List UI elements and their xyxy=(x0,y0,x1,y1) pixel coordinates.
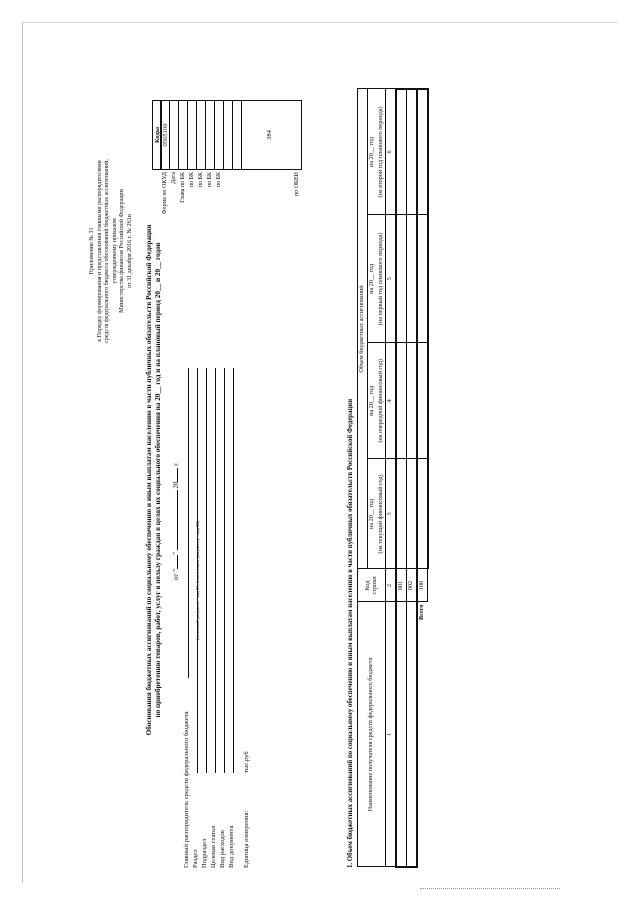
col-header-name: Наименование получателя средств федерального бюджета xyxy=(358,602,386,867)
total-value[interactable] xyxy=(417,343,428,459)
total-code: 100 xyxy=(417,569,428,602)
code-value xyxy=(233,100,242,170)
code-value: 384 xyxy=(242,100,302,170)
document-code-hint: (основной документ - код 01, изменения к документу - код 02) xyxy=(195,520,200,640)
code-value xyxy=(188,100,197,170)
col-header-group: Объем бюджетных ассигнований xyxy=(358,89,368,569)
code-value xyxy=(215,100,224,170)
code-row-empty-1 xyxy=(224,100,233,340)
unit-value: тыс.руб xyxy=(242,751,250,773)
col-num: 6 xyxy=(386,89,396,215)
table-row xyxy=(407,89,417,867)
cell-code: 001 xyxy=(396,569,406,602)
date-prefix: от " xyxy=(172,568,180,580)
appendix-line: утвержденному приказом xyxy=(111,218,118,284)
date-year: 20 xyxy=(172,481,180,489)
cell-name[interactable] xyxy=(407,602,417,867)
code-value: 0505100 xyxy=(161,100,170,170)
code-row-bk-2: по БК xyxy=(197,100,206,340)
field-line xyxy=(206,368,207,773)
date-mid: " xyxy=(172,552,180,555)
cell-name[interactable] xyxy=(396,602,406,867)
title-line-1: Обоснования бюджетных ассигнований по социальному обеспечению и иным выплатам населению в части публичных обязательств Российской Федерации xyxy=(145,224,153,736)
code-row-chapter: Глава по БК xyxy=(179,100,188,340)
total-label: Всего xyxy=(418,604,426,620)
appendix-line: Приложение № 31 xyxy=(89,227,95,275)
cell-value[interactable] xyxy=(407,89,417,215)
cell-value[interactable] xyxy=(396,89,406,215)
field-unit: Единица измерения: тыс.руб xyxy=(242,751,250,868)
appendix-line: к Порядку формирования и представления главными распорядителями xyxy=(96,160,103,342)
table-total-row xyxy=(417,89,428,867)
code-row-bk-1: по БК xyxy=(188,100,197,340)
code-row-okei: по ОКЕИ 384 xyxy=(242,100,302,340)
table-number-row xyxy=(386,89,396,867)
date-day-blank xyxy=(177,555,178,569)
cell-value[interactable] xyxy=(396,459,406,569)
code-value xyxy=(179,100,188,170)
col-num: 4 xyxy=(386,343,396,459)
field-line xyxy=(188,368,189,678)
date-month-blank xyxy=(177,490,178,550)
date-line xyxy=(173,462,181,580)
field-line xyxy=(233,368,234,773)
code-row-date: Дата xyxy=(170,100,179,340)
col-num: 1 xyxy=(386,602,396,867)
header-fields xyxy=(181,368,250,868)
code-row-empty-2 xyxy=(233,100,242,340)
title-line-2: по приобретению товаров, работ, услуг в пользу граждан в целях их социального обеспечения на 20__ год и на плановый период 20__ и 20__ годов xyxy=(154,242,163,718)
col-num: 3 xyxy=(386,459,396,569)
code-value xyxy=(224,100,233,170)
col-sub-4: (на второй год планового периода) xyxy=(377,89,386,215)
cell-value[interactable] xyxy=(407,215,417,343)
appendix-line: от 31 декабря 2016 г. № 261н xyxy=(126,214,133,288)
field-subsection: Подраздел xyxy=(199,368,208,868)
cell-value[interactable] xyxy=(407,459,417,569)
code-row-okud: Форма по ОКУД 0505100 xyxy=(161,100,170,340)
field-main-manager: Главный распорядитель средств федерального бюджета xyxy=(181,368,190,868)
section-title: 1. Объем бюджетных ассигнований по социальному обеспечению и иным выплатам населению в части публичных обязательств Российской Федерации xyxy=(347,398,354,868)
field-expense-type: Вид расходов xyxy=(217,368,226,868)
code-value xyxy=(206,100,215,170)
appendix-block xyxy=(89,86,134,416)
field-section: Раздел xyxy=(190,368,199,868)
cell-value[interactable] xyxy=(396,215,406,343)
code-row-bk-4: по БК xyxy=(215,100,224,340)
date-year-blank xyxy=(177,468,178,482)
cell-value[interactable] xyxy=(396,343,406,459)
allocations-table xyxy=(357,88,429,868)
table-row xyxy=(396,89,406,867)
rotated-form xyxy=(85,80,615,880)
col-sub-1: (на текущий финансовый год) xyxy=(377,459,386,569)
code-value xyxy=(170,100,179,170)
date-suffix: г. xyxy=(172,461,180,466)
col-header-code: Код строки xyxy=(358,569,386,602)
code-value xyxy=(197,100,206,170)
col-year-3: на 20__ год xyxy=(367,215,376,343)
col-sub-3: (на первый год планового периода) xyxy=(377,215,386,343)
total-value[interactable] xyxy=(417,459,428,569)
field-target-article: Целевая статья xyxy=(208,368,217,868)
col-year-2: на 20__ год xyxy=(367,343,376,459)
col-year-4: на 20__ год xyxy=(367,89,376,215)
col-num: 2 xyxy=(386,569,396,602)
total-value[interactable] xyxy=(417,89,428,215)
total-value[interactable] xyxy=(417,215,428,343)
col-sub-2: (на очередной финансовый год) xyxy=(377,343,386,459)
appendix-line: Министерства финансов Российской Федерации xyxy=(119,189,125,313)
cell-code: 002 xyxy=(407,569,417,602)
table-header-row xyxy=(358,89,368,867)
col-year-1: на 20__ год xyxy=(367,459,376,569)
cell-value[interactable] xyxy=(407,343,417,459)
code-row-bk-3: по БК xyxy=(206,100,215,340)
field-document-type: Вид документа xyxy=(226,368,235,868)
appendix-line: средств федерального бюджета обоснований бюджетных ассигнований, xyxy=(104,159,110,343)
field-line xyxy=(224,368,225,773)
codes-header: Коды xyxy=(152,100,161,170)
col-num: 5 xyxy=(386,215,396,343)
field-line xyxy=(215,368,216,773)
scan-dots xyxy=(420,888,560,889)
